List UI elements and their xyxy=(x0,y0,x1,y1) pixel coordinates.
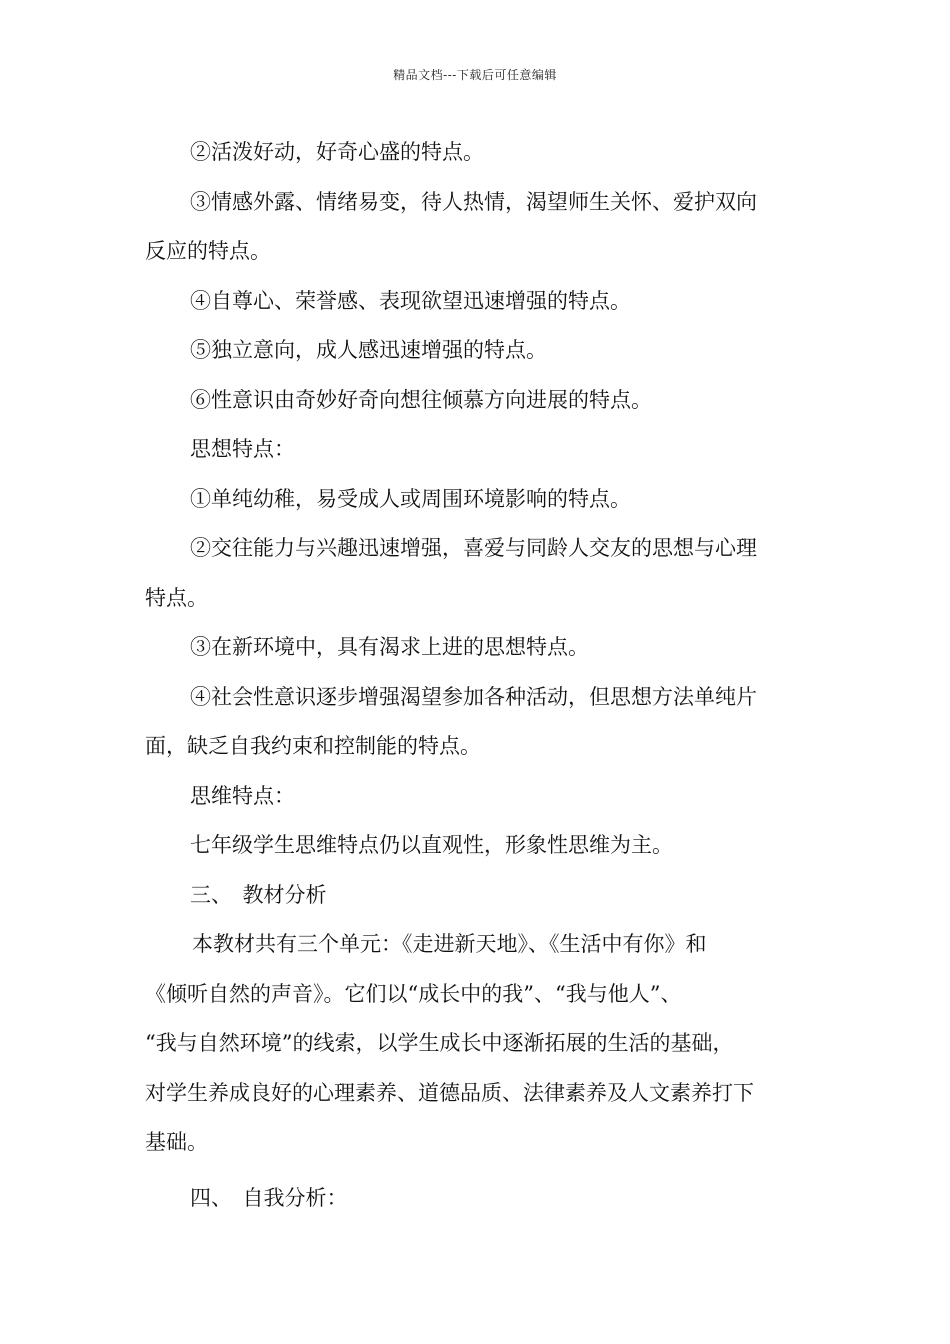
paragraph-line: ③情感外露、情绪易变，待人热情，渴望师生关怀、爱护双向 xyxy=(190,189,757,214)
paragraph-line: ④自尊心、荣誉感、表现欲望迅速增强的特点。 xyxy=(190,288,631,313)
paragraph-line: ③在新环境中，具有渴求上进的思想特点。 xyxy=(190,635,589,659)
paragraph-line: 面，缺乏自我约束和控制能的特点。 xyxy=(145,734,481,758)
paragraph-line: 反应的特点。 xyxy=(145,239,271,263)
page-header: 精品文档---下载后可任意编辑 xyxy=(393,68,557,82)
section-label: 思想特点： xyxy=(190,437,295,461)
paragraph-line: “我与自然环境”的线索，以学生成长中逐渐拓展的生活的基础， xyxy=(145,1031,734,1055)
section-heading: 四、 自我分析： xyxy=(190,1185,348,1210)
paragraph-line: 基础。 xyxy=(145,1130,208,1154)
paragraph-line: ⑤独立意向，成人感迅速增强的特点。 xyxy=(190,338,547,362)
paragraph-line: 对学生养成良好的心理素养、道德品质、法律素养及人文素养打下 xyxy=(145,1080,754,1105)
paragraph-line: 七年级学生思维特点仍以直观性，形象性思维为主。 xyxy=(190,833,673,857)
document-body xyxy=(145,128,810,1223)
paragraph-line: ①单纯幼稚，易受成人或周围环境影响的特点。 xyxy=(190,486,631,511)
paragraph-line: ②交往能力与兴趣迅速增强，喜爱与同龄人交友的思想与心理 xyxy=(190,536,757,560)
section-label: 思维特点： xyxy=(190,783,295,808)
section-heading: 三、 教材分析 xyxy=(190,882,327,907)
paragraph-line: 本教材共有三个单元：《走进新天地》、《生活中有你》和 xyxy=(192,932,707,956)
paragraph-line: 《倾听自然的声音》。它们以“成长中的我”、“我与他人”、 xyxy=(145,981,682,1006)
paragraph-line: 特点。 xyxy=(145,585,208,610)
paragraph-line: ④社会性意识逐步增强渴望参加各种活动，但思想方法单纯片 xyxy=(190,684,757,709)
paragraph-line: ②活泼好动，好奇心盛的特点。 xyxy=(190,140,484,164)
paragraph-line: ⑥性意识由奇妙好奇向想往倾慕方向进展的特点。 xyxy=(190,387,652,412)
